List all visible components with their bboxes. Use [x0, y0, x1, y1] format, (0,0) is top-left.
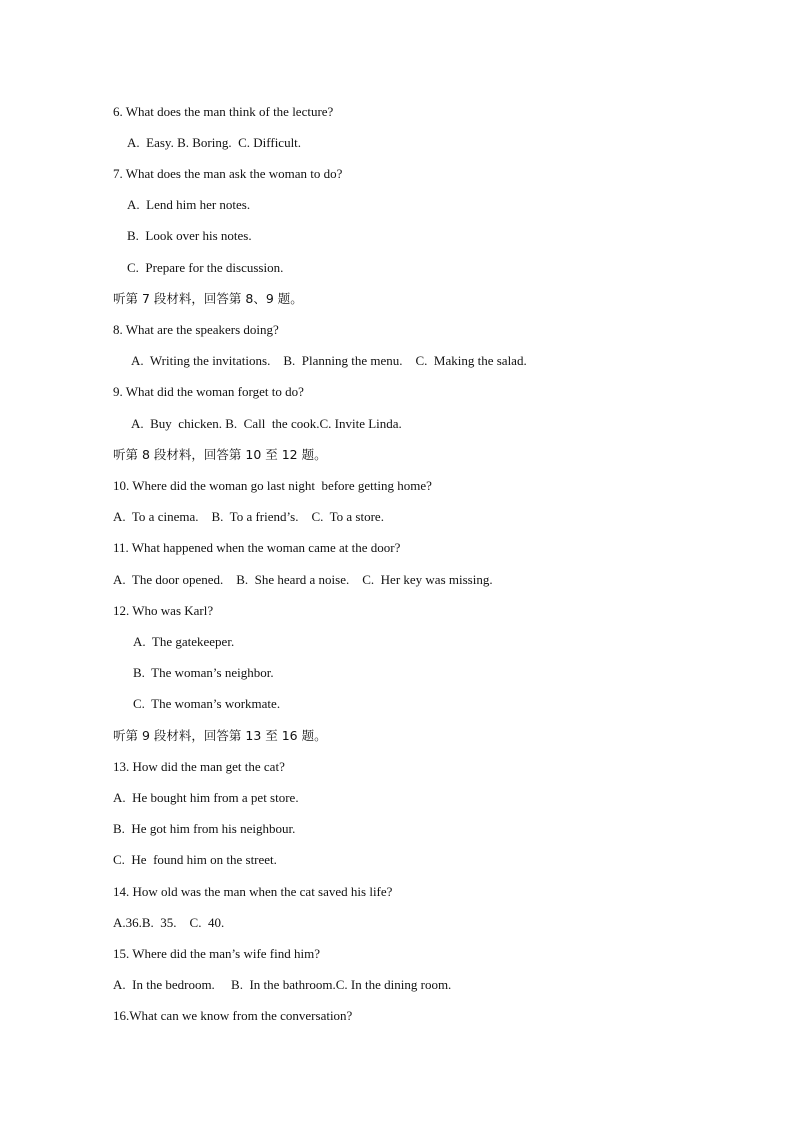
question-14-options: A.36.B. 35. C. 40. — [113, 915, 225, 930]
question-9: 9. What did the woman forget to do? — [113, 384, 304, 399]
question-13-option-a: A. He bought him from a pet store. — [113, 790, 299, 805]
question-13-option-b: B. He got him from his neighbour. — [113, 821, 296, 836]
section-7-instruction: 听第 7 段材料，回答第 8、9 题。 — [113, 291, 303, 306]
question-10-options: A. To a cinema. B. To a friend’s. C. To a store. — [113, 509, 384, 524]
question-12-option-b: B. The woman’s neighbor. — [133, 665, 274, 680]
question-13-option-c: C. He found him on the street. — [113, 852, 277, 867]
question-9-options: A. Buy chicken. B. Call the cook.C. Invite Linda. — [131, 416, 402, 431]
question-7-option-b: B. Look over his notes. — [127, 228, 252, 243]
question-10: 10. Where did the woman go last night before getting home? — [113, 478, 432, 493]
question-6-options: A. Easy. B. Boring. C. Difficult. — [127, 135, 302, 150]
question-16: 16.What can we know from the conversation? — [113, 1008, 353, 1023]
question-11: 11. What happened when the woman came at the door? — [113, 540, 401, 555]
question-11-options: A. The door opened. B. She heard a noise. C. Her key was missing. — [113, 572, 493, 587]
question-8: 8. What are the speakers doing? — [113, 322, 279, 337]
question-12: 12. Who was Karl? — [113, 603, 214, 618]
question-14: 14. How old was the man when the cat saved his life? — [113, 884, 393, 899]
section-9-instruction: 听第 9 段材料，回答第 13 至 16 题。 — [113, 728, 327, 743]
question-15-options: A. In the bedroom. B. In the bathroom.C. In the dining room. — [113, 977, 452, 992]
section-8-instruction: 听第 8 段材料，回答第 10 至 12 题。 — [113, 447, 327, 462]
question-7-option-c: C. Prepare for the discussion. — [127, 260, 284, 275]
question-15: 15. Where did the man’s wife find him? — [113, 946, 320, 961]
question-13: 13. How did the man get the cat? — [113, 759, 285, 774]
question-8-options: A. Writing the invitations. B. Planning the menu. C. Making the salad. — [131, 353, 527, 368]
question-12-option-c: C. The woman’s workmate. — [133, 696, 281, 711]
question-7-option-a: A. Lend him her notes. — [127, 197, 251, 212]
question-12-option-a: A. The gatekeeper. — [133, 634, 235, 649]
question-6: 6. What does the man think of the lecture? — [113, 104, 334, 119]
question-7: 7. What does the man ask the woman to do? — [113, 166, 343, 181]
